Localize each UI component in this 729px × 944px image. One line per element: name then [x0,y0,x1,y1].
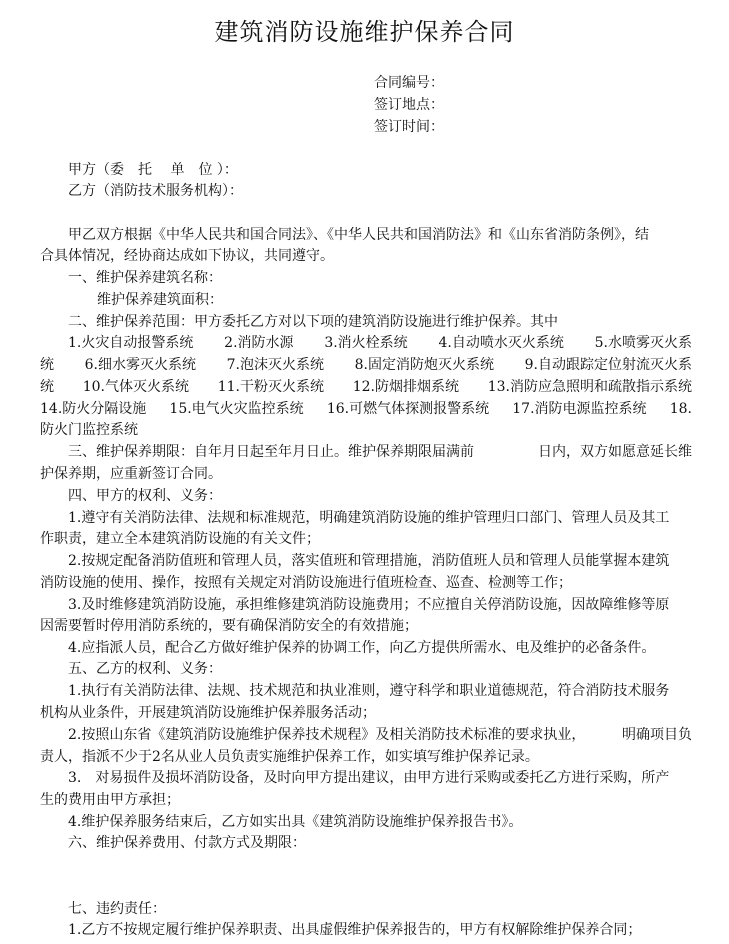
scope-item: 9.自动跟踪定位射流灭火系 [524,357,692,373]
section-4-item-3b: 因需要暂时停用消防系统的，要有确保消防安全的有效措施； [40,618,418,634]
scope-item: 1.火灾自动报警系统 [68,335,194,351]
section-5-text: 2.按照山东省《建筑消防设施维护保养技术规程》及相关消防技术标准的要求执业， [68,727,586,743]
contract-number-label: 合同编号： [374,75,444,91]
party-a-label: 甲方（委 托 单 位 ）： [68,162,238,178]
scope-item: 4.自动喷水灭火系统 [438,335,564,351]
scope-item: 7.泡沫灭火系统 [226,357,324,373]
section-4-item-2b: 消防设施的使用、操作，按照有关规定对消防设施进行值班检查、巡查、检测等工作； [40,575,572,591]
scope-item: 3.消火栓系统 [324,335,408,351]
section-4-item-4: 4.应指派人员，配合乙方做好维护保养的协调工作，向乙方提供所需水、电及维护的必备条件。 [68,640,656,656]
section-7-item-1: 1.乙方不按规定履行维护保养职责、出具虚假维护保养报告的，甲方有权解除维护保养合同； [68,922,642,938]
section-5-text: 明确项目负 [622,727,692,743]
section-5-item-3b: 生的费用由甲方承担； [40,792,180,808]
scope-row-4 [40,399,692,419]
section-5-item-3a: 3. 对易损件及损坏消防设备，及时向甲方提出建议，由甲方进行采购或委托乙方进行采购，所产 [68,770,670,786]
document-title: 建筑消防设施维护保养合同 [214,18,515,46]
scope-item: 10.气体灭火系统 [82,379,189,395]
section-5-item-2a [68,725,692,745]
section-6-title: 六、维护保养费用、付款方式及期限： [68,835,306,851]
section-5-item-1a: 1.执行有关消防法律、法规、技术规范和执业准则，遵守科学和职业道德规范，符合消防技术服务 [68,683,670,699]
section-5-item-2b: 责人，指派不少于2名从业人员负责实施维护保养工作，如实填写维护保养记录。 [40,749,539,765]
scope-item: 12.防烟排烟系统 [352,379,459,395]
section-4-item-2a: 2.按规定配备消防值班和管理人员，落实值班和管理措施，消防值班人员和管理人员能掌握本建筑 [68,553,670,569]
scope-row-3 [40,377,692,397]
scope-item: 8.固定消防炮灭火系统 [354,357,494,373]
section-3-line-1 [68,442,692,462]
sign-time-label: 签订时间： [374,119,444,135]
section-1-area: 维护保养建筑面积： [97,292,223,308]
section-5-item-4: 4.维护保养服务结束后，乙方如实出具《建筑消防设施维护保养报告书》。 [68,814,523,830]
section-4-item-3a: 3.及时维修建筑消防设施，承担维修建筑消防设施费用；不应擅自关停消防设施，因故障维修等原 [68,597,670,613]
section-7-title: 七、违约责任： [68,901,166,917]
scope-item: 13.消防应急照明和疏散指示系统 [487,379,692,395]
scope-item: 统 [40,357,54,373]
section-1-title: 一、维护保养建筑名称： [68,270,222,286]
intro-line-1: 甲乙双方根据《中华人民共和国合同法》、《中华人民共和国消防法》和《山东省消防条例》，结 [68,227,649,243]
section-5-item-1b: 机构从业条件，开展建筑消防设施维护保养服务活动； [40,705,376,721]
party-b-label: 乙方（消防技术服务机构）： [68,183,243,199]
section-4-title: 四、甲方的权利、义务： [68,488,222,504]
scope-item: 18. [669,401,692,417]
scope-item: 6.细水雾灭火系统 [84,357,196,373]
scope-item: 16.可燃气体探测报警系统 [326,401,490,417]
scope-item: 2.消防水源 [224,335,294,351]
section-4-item-1b: 作职责，建立全本建筑消防设施的有关文件； [40,531,320,547]
section-3-text: 日内，双方如愿意延长维 [538,444,692,460]
section-4-item-1a: 1.遵守有关消防法律、法规和标准规范，明确建筑消防设施的维护管理归口部门、管理人员及其工 [68,510,670,526]
sign-place-label: 签订地点： [374,97,444,113]
scope-item: 17.消防电源监控系统 [512,401,647,417]
section-3-text: 三、维护保养期限：自年月日起至年月日止。维护保养期限届满前 [68,444,474,460]
section-2-title: 二、维护保养范围：甲方委托乙方对以下项的建筑消防设施进行维护保养。其中 [68,314,558,330]
scope-item: 14.防火分隔设施 [40,401,147,417]
section-3-line-2: 护保养期，应重新签订合同。 [40,466,222,482]
scope-row-5: 防火门监控系统 [40,422,138,438]
intro-line-2: 合具体情况，经协商达成如下协议，共同遵守。 [40,248,334,264]
scope-item: 11.干粉灭火系统 [217,379,324,395]
scope-item: 5.水喷雾灭火系 [594,335,692,351]
scope-item: 15.电气火灾监控系统 [169,401,304,417]
section-5-title: 五、乙方的权利、义务： [68,661,222,677]
scope-row-1 [68,333,692,353]
scope-row-2 [40,355,692,375]
scope-item: 统 [40,379,54,395]
